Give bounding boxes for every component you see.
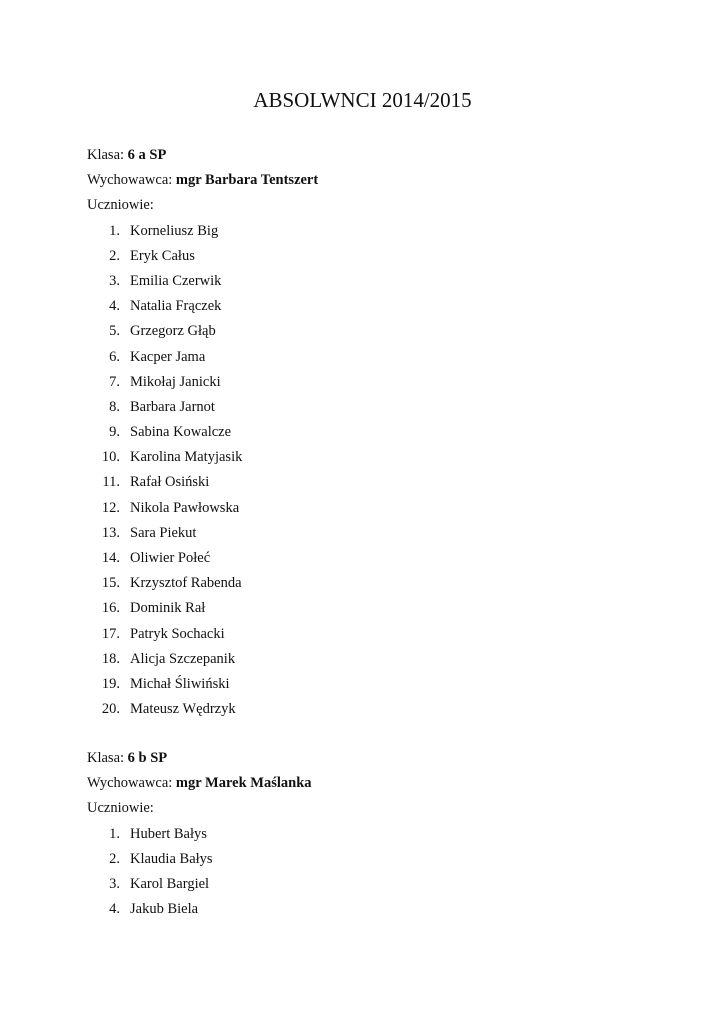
- list-item-number: 10.: [101, 449, 120, 466]
- list-item-number: 15.: [101, 575, 120, 592]
- list-item: [87, 420, 647, 445]
- list-item: [87, 269, 647, 294]
- student-name: Nikola Pawłowska: [130, 499, 240, 516]
- student-name: Grzegorz Głąb: [130, 323, 216, 340]
- student-name: Oliwier Połeć: [130, 550, 211, 566]
- list-item: [87, 596, 647, 621]
- list-item: [87, 672, 647, 697]
- student-name: Eryk Całus: [130, 247, 195, 264]
- student-name: Rafał Osiński: [130, 474, 210, 491]
- list-item-number: 5.: [109, 323, 120, 340]
- list-item: [87, 897, 647, 922]
- list-item-number: 16.: [101, 600, 120, 617]
- class-section-6b: [87, 746, 647, 922]
- list-item-number: 7.: [109, 373, 120, 390]
- list-item-number: 17.: [101, 625, 120, 642]
- student-name: Sabina Kowalcze: [130, 424, 232, 441]
- page-title: ABSOLWNCI 2014/2015: [253, 88, 472, 112]
- list-item: [87, 470, 647, 495]
- list-item: [87, 370, 647, 395]
- student-name: Mateusz Wędrzyk: [130, 701, 236, 718]
- list-item: [87, 872, 647, 897]
- list-item: [87, 546, 647, 571]
- class-line: [87, 143, 647, 168]
- teacher-value: mgr Marek Maślanka: [175, 775, 312, 792]
- student-name: Emilia Czerwik: [130, 272, 222, 289]
- student-name: Klaudia Bałys: [130, 850, 213, 867]
- student-list: [87, 822, 647, 923]
- class-label: Klasa:: [87, 147, 125, 163]
- list-item-number: 4.: [109, 901, 120, 918]
- student-name: Korneliusz Big: [130, 222, 219, 239]
- list-item-number: 1.: [109, 825, 120, 842]
- list-item-number: 3.: [109, 272, 120, 289]
- teacher-line: [87, 168, 647, 193]
- teacher-label: Wychowawca:: [87, 172, 173, 189]
- student-name: Patryk Sochacki: [130, 625, 225, 642]
- list-item: [87, 319, 647, 344]
- list-item-number: 2.: [109, 850, 120, 867]
- list-item-number: 9.: [109, 424, 120, 441]
- student-name: Dominik Rał: [130, 600, 206, 617]
- student-name: Barbara Jarnot: [130, 398, 215, 415]
- list-item: [87, 822, 647, 847]
- list-item-number: 20.: [101, 701, 120, 718]
- class-value: 6 b SP: [127, 750, 168, 766]
- list-item-number: 3.: [109, 875, 120, 892]
- list-item-number: 14.: [101, 550, 120, 566]
- student-list: [87, 219, 647, 723]
- list-item: [87, 219, 647, 244]
- student-name: Jakub Biela: [130, 901, 199, 918]
- student-name: Mikołaj Janicki: [130, 373, 221, 390]
- list-item: [87, 847, 647, 872]
- class-line: [87, 746, 647, 771]
- teacher-line: [87, 771, 647, 796]
- list-item: [87, 395, 647, 420]
- student-name: Hubert Bałys: [130, 825, 207, 842]
- list-item-number: 11.: [102, 474, 120, 491]
- list-item: [87, 445, 647, 470]
- class-label: Klasa:: [87, 750, 125, 766]
- list-item-number: 19.: [101, 675, 120, 692]
- student-name: Karol Bargiel: [130, 875, 210, 892]
- students-heading: Uczniowie:: [87, 197, 154, 214]
- student-name: Michał Śliwiński: [130, 675, 230, 692]
- list-item-number: 2.: [109, 247, 120, 264]
- list-item: [87, 496, 647, 521]
- student-name: Karolina Matyjasik: [130, 449, 243, 466]
- student-name: Kacper Jama: [130, 348, 206, 365]
- list-item: [87, 294, 647, 319]
- student-name: Natalia Frączek: [130, 298, 222, 315]
- list-item-number: 12.: [101, 499, 120, 516]
- student-name: Krzysztof Rabenda: [130, 575, 242, 592]
- students-heading: Uczniowie:: [87, 800, 154, 817]
- list-item: [87, 571, 647, 596]
- class-section-6a: [87, 143, 647, 722]
- list-item: [87, 647, 647, 672]
- list-item-number: 13.: [101, 524, 120, 541]
- student-name: Alicja Szczepanik: [130, 650, 236, 667]
- list-item: [87, 521, 647, 546]
- list-item: [87, 622, 647, 647]
- teacher-label: Wychowawca:: [87, 775, 173, 792]
- list-item: [87, 244, 647, 269]
- student-name: Sara Piekut: [130, 524, 197, 541]
- teacher-value: mgr Barbara Tentszert: [175, 172, 319, 189]
- list-item-number: 8.: [109, 398, 120, 415]
- list-item-number: 1.: [109, 222, 120, 239]
- list-item-number: 18.: [101, 650, 120, 667]
- list-item: [87, 697, 647, 722]
- list-item-number: 6.: [109, 348, 120, 365]
- list-item: [87, 345, 647, 370]
- class-value: 6 a SP: [127, 147, 167, 163]
- list-item-number: 4.: [109, 298, 120, 315]
